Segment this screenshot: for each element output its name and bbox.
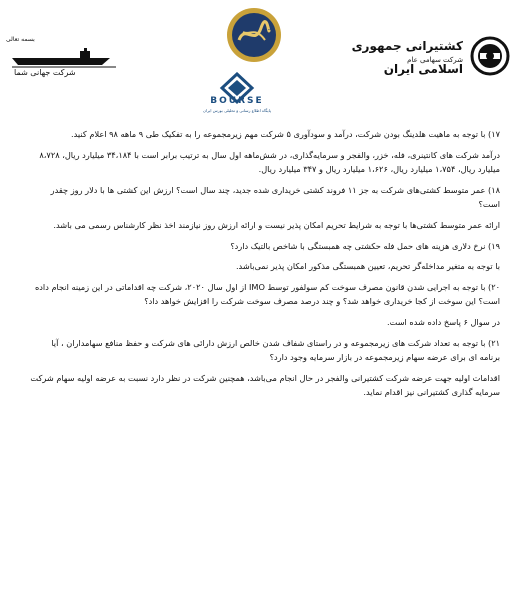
- qa-content: [30, 121, 500, 400]
- shipping-company-name: شرکت جهانی شما: [14, 68, 76, 77]
- answer-19: با توجه به متغیر مداخله‌گر تحریم، تعیین همبستگی مذکور امکان پذیر نمی‌باشد.: [235, 261, 500, 272]
- company-name-line1: کشتیرانی جمهوری: [351, 39, 463, 53]
- answer-18: ارائه عمر متوسط کشتی‌ها با توجه به شرایط تحریم امکان پذیر نیست و ارائه ارزش روز نیازمند اخذ نظر کارشناس رسمی می باشد.: [53, 219, 500, 230]
- question-20: ۲۰) با توجه به اجرایی شدن قانون مصرف سوخت کم سولفور توسط IMO از اول سال ۲۰۲۰، شرکت چه اقداماتی در این زمینه انجام داده است؟ این سوخت از کجا خریداری خواهد شد؟ و چند درصد مصرف سوخت شرکت را افزایش خواهد داد؟: [35, 281, 500, 307]
- letterhead: [0, 0, 519, 118]
- answer-17: درآمد شرکت های کانتینری، فله، خزر، والفجر و سرمایه‌گذاری، در شش‌ماهه اول سال به ترتیب برابر است با ۳۴،۱۸۴ میلیارد ریال، ۸،۷۲۸ میلیارد ریال، ۱،۷۵۴ میلیارد ریال، ۱،۶۲۶ میلیارد ریال و ۳۴۷ میلیارد ریال.: [39, 149, 500, 175]
- calligraphy-seal-icon: [225, 6, 283, 64]
- answer-21: اقدامات اولیه جهت عرضه شرکت کشتیرانی والفجر در حال انجام می‌باشد، همچنین شرکت در نظر دارد نسبت به عرضه اولیه سهام شرکت سرمایه گذاری کشتیرانی نیز اقدام نماید.: [30, 372, 500, 398]
- answer-20: در سوال ۶ پاسخ داده شده است.: [387, 316, 500, 327]
- bourse-subtitle: پایگاه اطلاع رسانی و تحلیلی بورس ایران: [203, 108, 271, 113]
- question-19: ۱۹) نرخ دلاری هزینه های حمل فله حکشتی چه همبستگی با شاخص بالتیک دارد؟: [230, 240, 500, 251]
- company-type: شرکت سهامی عام: [407, 56, 463, 64]
- bourse-word: BOURSE: [210, 96, 264, 106]
- header-basmala: بسمه تعالی: [6, 36, 35, 43]
- company-name-line2: اسلامی ایران: [383, 62, 463, 76]
- ship-icon: [10, 48, 118, 68]
- irisl-logo-icon: [470, 36, 510, 76]
- question-17: ۱۷) با توجه به ماهیت هلدینگ بودن شرکت، درآمد و سودآوری ۵ شرکت مهم زیرمجموعه را به تفکیک طی ۹ ماهه ۹۸ اعلام کنید.: [71, 129, 500, 139]
- question-21: ۲۱) با توجه به تعداد شرکت های زیرمجموعه و در راستای شفاف شدن خالص ارزش دارائی های شرکت و حفظ منافع سهامداران ، آیا برنامه ای برای عرضه سهام زیرمجموعه در بازار سرمایه وجود دارد؟: [51, 337, 500, 363]
- question-18: ۱۸) عمر متوسط کشتی‌های شرکت به جز ۱۱ فروند کشتی خریداری شده جدید، چند سال است؟ ارزش این کشتی ها با دلار روز چقدر است؟: [50, 184, 500, 210]
